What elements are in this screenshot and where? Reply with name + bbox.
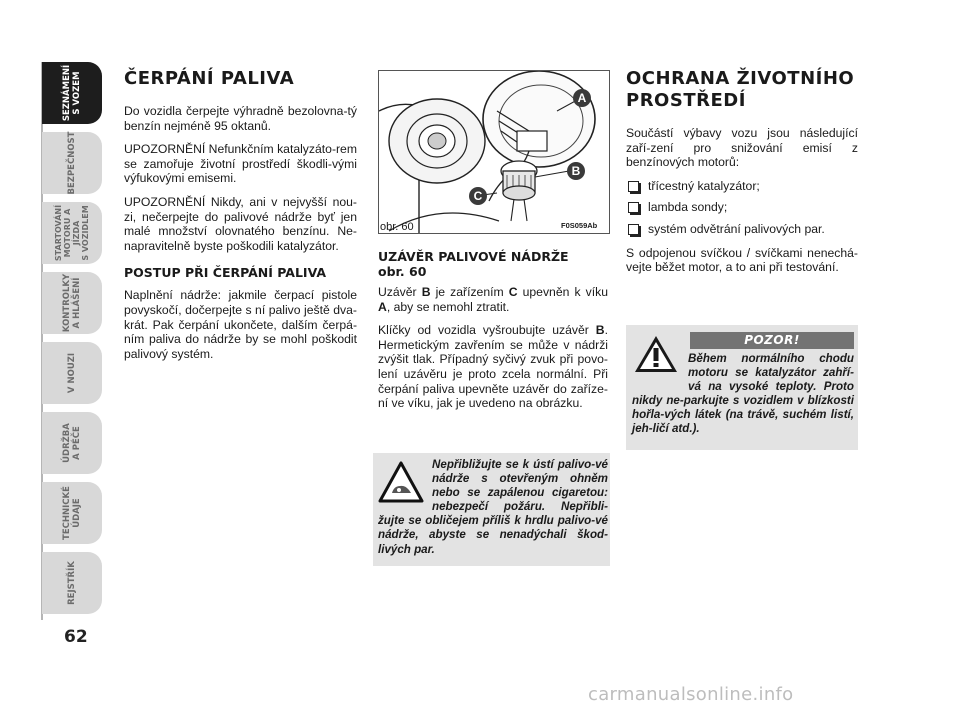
paragraph: Do vozidla čerpejte výhradně bezolovna-tý benzín nejméně 95 oktanů.: [124, 104, 357, 133]
text-run: Uzávěr: [378, 285, 422, 299]
paragraph: UPOZORNĚNÍ Nefunkčním katalyzáto-rem se zamořuje životní prostředí škodli-vými výfukovými emisemi.: [124, 142, 357, 186]
fire-warning-text: [378, 458, 608, 557]
tab-label: BEZPEČNOST: [67, 131, 77, 195]
subsection-title-line: UZÁVĚR PALIVOVÉ NÁDRŽE: [378, 249, 569, 264]
site-watermark: carmanualsonline.info: [588, 684, 794, 705]
label-a-ref: A: [378, 299, 387, 314]
text-run: upevněn k víku: [517, 285, 608, 299]
middle-column: [378, 249, 608, 420]
page-number: 62: [64, 627, 88, 647]
text-run: . Hermetickým zavřením se může v nádrži zvýšit tlak. Případný syčivý zvuk při povo-lení uzávěru je proto zcela normální. Při čerpání paliva upevněte uzávěr do zaříze-ní ve víku, jak je uvedeno na obrázku.: [378, 323, 608, 411]
subsection-title-uzaver: [378, 249, 608, 279]
right-column: [626, 68, 858, 284]
tab-startovani[interactable]: [42, 202, 102, 264]
text-run: je zařízením: [430, 285, 509, 299]
paragraph: Naplnění nádrže: jakmile čerpací pistole povyskočí, dočerpejte s ní palivo ještě dva-krát. Pak čerpání ukončete, dalším čerpá-ním paliva do nádrže by se mohl poškodit palivový systém.: [124, 288, 357, 361]
warning-copy: Během normálního chodu motoru se katalyzátor zahří-vá na vysoké teploty. Proto nikdy ne-parkujte s vozidlem v blízkosti hořla-vých látek (na trávě, suchém listí, jeh-ličí atd.).: [632, 352, 854, 436]
subsection-title-postup: POSTUP PŘI ČERPÁNÍ PALIVA: [124, 265, 327, 281]
paragraph: [378, 285, 608, 314]
section-title-cerpani: ČERPÁNÍ PALIVA: [124, 68, 295, 89]
figure-code: F0S059Ab: [561, 221, 598, 230]
figure-caption: obr. 60: [380, 221, 414, 233]
label-b-ref: B: [421, 285, 431, 299]
section-title-ochrana: OCHRANA ŽIVOTNÍHO PROSTŘEDÍ: [626, 68, 855, 111]
warning-copy: Nepřibližujte se k ústí palivo-vé nádrže s otevřeným ohněm nebo se zapálenou cigaretou: nebezpečí požáru. Nepřibli-žujte se obličejem příliš k hrdlu palivo-vé nádrže, abyste se nenadýchali škod-livých par.: [378, 458, 608, 556]
tab-label: STARTOVÁNÍ MOTORU A JÍZDA S VOZIDLEM: [54, 204, 90, 262]
callout-label-c: C: [469, 187, 487, 205]
tab-label: TECHNICKÉ ÚDAJE: [62, 486, 82, 540]
icon-spacer: [632, 352, 688, 392]
callout-label-a: A: [573, 89, 591, 107]
list-item: lambda sondy;: [626, 200, 858, 215]
paragraph: S odpojenou svíčkou / svíčkami nenechá-vejte běžet motor, a to ani při testování.: [626, 245, 858, 275]
emission-devices-list: [626, 179, 858, 237]
catalyst-warning-text: [632, 352, 854, 437]
tab-bezpecnost[interactable]: [42, 132, 102, 194]
tab-label: SEZNÁMENÍ S VOZEM: [62, 64, 82, 122]
tab-label: REJSTŘÍK: [67, 561, 77, 605]
tab-kontrolky[interactable]: [42, 272, 102, 334]
tab-rejstrik[interactable]: [42, 552, 102, 614]
tab-label: V NOUZI: [67, 352, 77, 394]
label-b-ref: B: [595, 323, 605, 338]
tab-technicke-udaje[interactable]: [42, 482, 102, 544]
list-item: třícestný katalyzátor;: [626, 179, 858, 194]
tab-label: ÚDRŽBA A PÉČE: [62, 423, 82, 463]
tab-label: KONTROLKY A HLÁŠENÍ: [62, 273, 82, 333]
list-item: systém odvětrání palivových par.: [626, 222, 858, 237]
paragraph: UPOZORNĚNÍ Nikdy, ani v nejvyšší nou-zi, nečerpejte do palivové nádrže byť jen malé množství olovnatého benzínu. Ne-napravitelně byste poškodili katalyzátor.: [124, 194, 357, 253]
tab-seznameni[interactable]: [42, 62, 102, 124]
warning-heading: POZOR!: [690, 332, 854, 349]
fuel-cap-illustration: [378, 70, 610, 234]
label-c-ref: C: [508, 285, 518, 299]
text-run: Klíčky od vozidla vyšroubujte uzávěr: [378, 323, 596, 338]
paragraph: Součástí výbavy vozu jsou následující zaří-zení pro snižování emisí z benzínových motorů:: [626, 126, 858, 170]
paragraph: [378, 323, 608, 411]
subsection-title-reference: obr. 60: [378, 264, 427, 279]
tab-v-nouzi[interactable]: [42, 342, 102, 404]
tab-udrzba[interactable]: [42, 412, 102, 474]
text-run: , aby se nemohl ztratit.: [386, 299, 510, 314]
callout-label-b: B: [567, 162, 585, 180]
icon-spacer: [378, 458, 432, 514]
left-column: [124, 68, 357, 370]
